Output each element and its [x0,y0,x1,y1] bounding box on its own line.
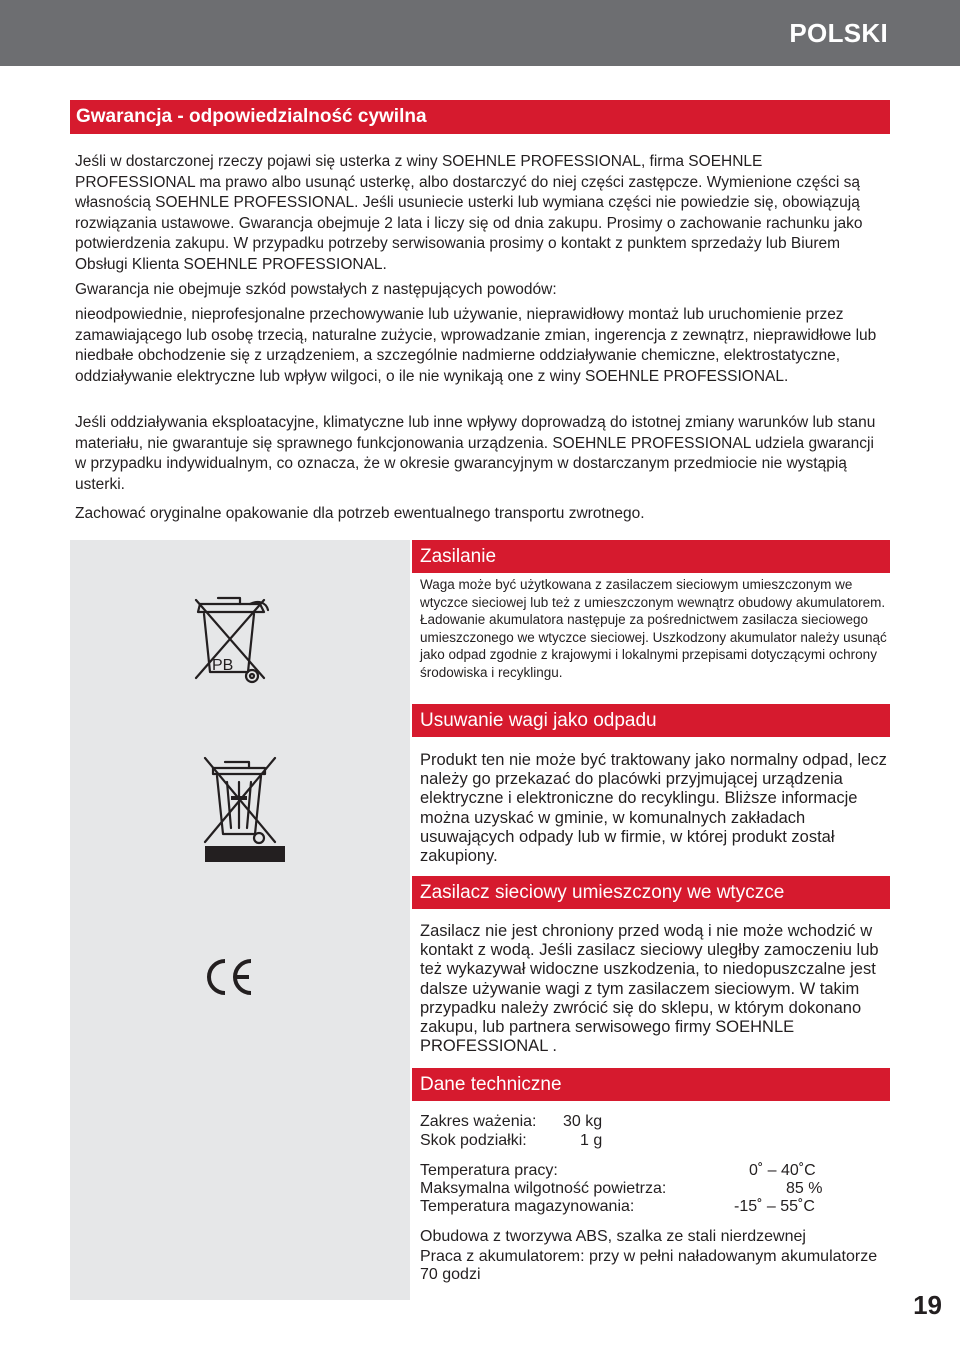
warranty-paragraph-2: Gwarancja nie obejmuje szkód powstałych z następujących powodów: [75,281,557,298]
operating-temp-value: 0˚ – 40˚C [749,1162,816,1179]
power-supply-title: Zasilanie [420,546,497,567]
warranty-title: Gwarancja - odpowiedzialność cywilna [76,106,427,127]
technical-data-title: Dane techniczne [420,1074,562,1095]
disposal-text: Produkt ten nie może być traktowany jako normalny odpad, lecz należy go przekazać do placówki przyjmującej urządzenia elektryczne i elektroniczne do recyklingu. Bliższe informacje można uzyskać w gminie, w komunalnych zakładach usuwających odpady lub w firmie, w której produkt został zakupiony. [420,751,887,866]
battery-disposal-icon [190,590,270,690]
humidity-value: 85 % [786,1180,823,1197]
warranty-paragraph-4: Jeśli oddziaływania eksploatacyjne, klimatyczne lub inne wpływy doprowadzą do istotnej zmiany warunków lub stanu materiału, nie gwarantuje się sprawnego funkcjonowania urządzenia. SOEHNLE PROFESSIONAL udziela gwarancji w przypadku indywidualnym, co oznacza, że w okresie gwarancyjnym w dostarczanym przedmiocie nie wystąpią usterki. [75,414,876,493]
disposal-title: Usuwanie wagi jako odpadu [420,710,657,731]
warranty-paragraph-1: Jeśli w dostarczonej rzeczy pojawi się usterka z winy SOEHNLE PROFESSIONAL, firma SOEHNLE PROFESSIONAL ma prawo albo usunąć usterkę, albo dostarczyć do niej części zastępcze. Wymienione części są własnością SOEHNLE PROFESSIONAL. Jeśli usuniecie usterki lub wymiana części nie powiedzie się, obowiązują rozwiązania ustawowe. Gwarancja obejmuje 2 lata i liczy się od dnia zakupu. Prosimy o zachowanie rachunku jako potwierdzenia zakupu. W przypadku potrzeby serwisowania prosimy o kontakt z punktem sprzedaży lub Biurem Obsługi Klienta SOEHNLE PROFESSIONAL. [75,153,863,273]
division-value: 1 g [580,1132,603,1149]
housing-text: Obudowa z tworzywa ABS, szalka ze stali nierdzewnej [420,1228,806,1245]
warranty-paragraph-5: Zachować oryginalne opakowanie dla potrzeb ewentualnego transportu zwrotnego. [75,505,645,522]
ce-label: CE [3,756,6,758]
power-supply-text: Waga może być użytkowana z zasilaczem sieciowym umieszczonym we wtyczce sieciowej lub też z umieszczonym wewnątrz obudowy akumulatorem. Ładowanie akumulatora następuje za pośrednictwem zasilacza sieciowego umieszczonego we wtyczce sieciowej. Uszkodzony akumulator należy usunąć jako odpad zgodnie z krajowymi i lokalnymi przepisami dotyczącymi ochrony środowiska i recyklingu. [420,577,887,680]
top-header-bar [0,0,960,66]
plug-adapter-text: Zasilacz nie jest chroniony przed wodą i nie może wchodzić w kontakt z wodą. Jeśli zasilacz sieciowy uległby zamoczeniu lub też wykazywał widoczne uszkodzenia, to niedopuszczalne jest dalsze używanie wagi z tym zasilaczem sieciowym. W takim przypadku należy zwrócić się do sklepu, w którym dokonano zakupu, lub partnera serwisowego firmy SOEHNLE PROFESSIONAL . [420,922,879,1056]
operating-temp-label: Temperatura pracy: [420,1162,558,1179]
page-number: 19 [913,1290,942,1320]
weighing-range-label: Zakres ważenia: [420,1113,537,1130]
division-label: Skok podziałki: [420,1132,527,1149]
warranty-section-header [70,100,890,134]
technical-data-header [412,1068,890,1101]
weighing-range-value: 30 kg [563,1113,603,1130]
weee-disposal-icon [195,752,285,847]
storage-temp-label: Temperatura magazynowania: [420,1198,635,1215]
ce-mark-icon [3,756,257,997]
warranty-paragraph-3: nieodpowiednie, nieprofesjonalne przechowywanie lub używanie, nieprawidłowy montaż lub uruchomienie przez zamawiającego lub osobę trzecią, naturalne zużycie, wprowadzanie zmian, ingerencja z zewnątrz, nieprawidłowe lub niedbałe obchodzenie się z urządzeniem, a szczególnie nadmierne oddziaływanie chemiczne, elektrostatyczne, oddziaływanie elektryczne lub wpływ wilgoci, o ile nie wynikają one z winy SOEHNLE PROFESSIONAL. [75,306,877,385]
pb-label: PB [212,657,234,674]
power-supply-header [412,540,890,573]
humidity-label: Maksymalna wilgotność powietrza: [420,1180,667,1197]
battery-operation-text: Praca z akumulatorem: przy w pełni naładowanym akumulatorze 70 godzi [420,1248,878,1283]
storage-temp-value: -15˚ – 55˚C [734,1198,815,1215]
plug-adapter-title: Zasilacz sieciowy umieszczony we wtyczce [420,882,785,903]
plug-adapter-header [412,876,890,909]
language-label: POLSKI [789,18,888,48]
weee-underline-bar [205,846,285,862]
disposal-header [412,704,890,737]
